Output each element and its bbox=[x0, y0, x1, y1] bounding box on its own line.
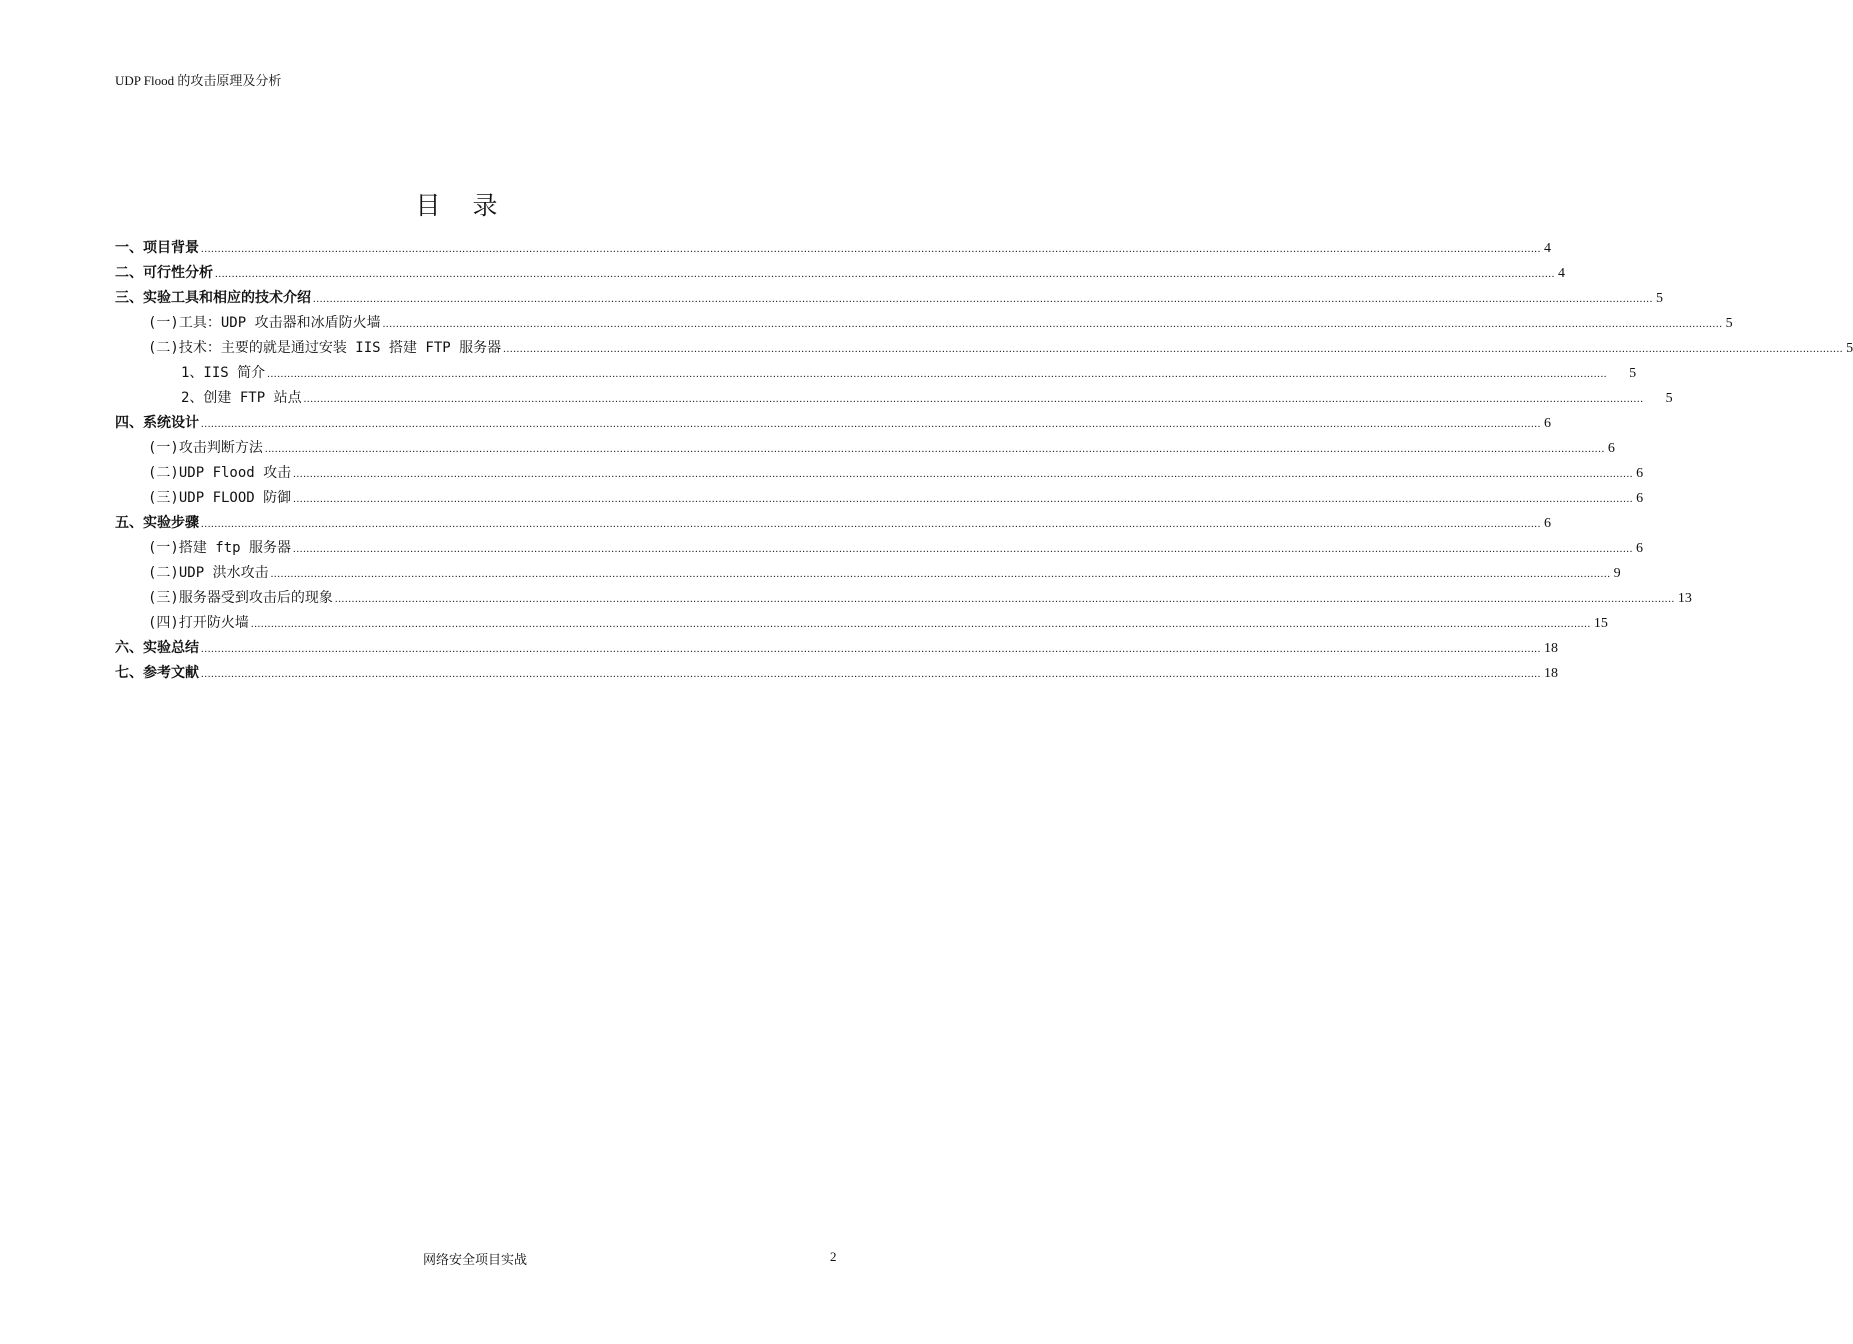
toc-entry-page: 6 bbox=[1636, 541, 1644, 556]
toc-dot-leader: ................................................................................................................................................................................................................................................................................................................................................................................................................ bbox=[201, 668, 1541, 680]
toc-dot-leader: ................................................................................................................................................................................................................................................................................................................................................................................................................ bbox=[382, 318, 1723, 330]
toc-entry[interactable] bbox=[115, 636, 1558, 660]
toc-entry-label: (四)打开防火墙 bbox=[148, 615, 249, 631]
toc-entry[interactable] bbox=[148, 461, 1644, 485]
toc-entry-page: 6 bbox=[1544, 416, 1551, 431]
toc-entry-label: (一)工具：UDP 攻击器和冰盾防火墙 bbox=[148, 315, 381, 331]
toc-entry[interactable] bbox=[148, 536, 1644, 560]
toc-dot-leader: ................................................................................................................................................................................................................................................................................................................................................................................................................ bbox=[303, 393, 1644, 405]
toc-entry[interactable] bbox=[181, 361, 1637, 385]
toc-entry-page: 9 bbox=[1613, 566, 1621, 581]
toc-entry-page: 5 bbox=[1656, 291, 1663, 306]
toc-entry[interactable] bbox=[148, 611, 1608, 635]
toc-entry-label: 七、参考文献 bbox=[115, 665, 199, 681]
toc-entry-label: (二)技术：主要的就是通过安装 IIS 搭建 FTP 服务器 bbox=[148, 340, 502, 356]
toc-entry-page: 5 bbox=[1665, 391, 1673, 406]
toc-entry-label: 三、实验工具和相应的技术介绍 bbox=[115, 290, 311, 306]
toc-entry[interactable] bbox=[115, 236, 1551, 260]
toc-entry-page: 5 bbox=[1629, 366, 1637, 381]
toc-entry[interactable] bbox=[148, 436, 1615, 460]
toc-entry-label: 六、实验总结 bbox=[115, 640, 199, 656]
toc-entry-page: 6 bbox=[1607, 441, 1615, 456]
toc-entry-label: (三)服务器受到攻击后的现象 bbox=[148, 590, 333, 606]
toc-entry-label: 一、项目背景 bbox=[115, 240, 199, 256]
toc-entry-label: (三)UDP FLOOD 防御 bbox=[148, 490, 292, 506]
toc-dot-leader: ................................................................................................................................................................................................................................................................................................................................................................................................................ bbox=[293, 543, 1634, 555]
toc-entry-label: (二)UDP Flood 攻击 bbox=[148, 465, 292, 481]
toc-entry[interactable] bbox=[115, 261, 1565, 285]
toc-entry-page: 4 bbox=[1558, 266, 1565, 281]
toc-title: 目 录 bbox=[415, 191, 510, 220]
toc-entry-label: 2、创建 FTP 站点 bbox=[181, 390, 302, 406]
toc-entry-label: 四、系统设计 bbox=[115, 415, 199, 431]
toc-entry-page: 18 bbox=[1544, 666, 1558, 681]
toc-dot-leader: ................................................................................................................................................................................................................................................................................................................................................................................................................ bbox=[250, 618, 1591, 630]
toc-dot-leader: ................................................................................................................................................................................................................................................................................................................................................................................................................ bbox=[201, 643, 1541, 655]
toc-dot-leader: ................................................................................................................................................................................................................................................................................................................................................................................................................ bbox=[334, 593, 1675, 605]
toc-dot-leader: ................................................................................................................................................................................................................................................................................................................................................................................................................ bbox=[201, 243, 1541, 255]
toc-entry[interactable] bbox=[148, 561, 1621, 585]
toc-entry[interactable] bbox=[148, 586, 1692, 610]
toc-entry-label: 1、IIS 简介 bbox=[181, 365, 266, 381]
toc-entry[interactable] bbox=[115, 286, 1663, 310]
toc-entry-page: 15 bbox=[1593, 616, 1608, 631]
toc-entry-label: (二)UDP 洪水攻击 bbox=[148, 565, 269, 581]
toc-entry[interactable] bbox=[148, 336, 1853, 360]
toc-entry[interactable] bbox=[115, 661, 1558, 685]
toc-entry[interactable] bbox=[148, 486, 1644, 510]
toc-entry-page: 5 bbox=[1846, 341, 1853, 356]
toc-dot-leader: ................................................................................................................................................................................................................................................................................................................................................................................................................ bbox=[293, 468, 1634, 480]
toc-entry-label: (一)搭建 ftp 服务器 bbox=[148, 540, 292, 556]
page-footer-title: 网络安全项目实战 bbox=[422, 1253, 527, 1268]
page-header-title: UDP Flood 的攻击原理及分析 bbox=[115, 73, 282, 88]
toc-entry-label: 五、实验步骤 bbox=[115, 515, 199, 531]
toc-dot-leader: ................................................................................................................................................................................................................................................................................................................................................................................................................ bbox=[201, 418, 1541, 430]
toc-entry-page: 6 bbox=[1544, 516, 1551, 531]
toc-dot-leader: ................................................................................................................................................................................................................................................................................................................................................................................................................ bbox=[264, 443, 1605, 455]
toc-dot-leader: ................................................................................................................................................................................................................................................................................................................................................................................................................ bbox=[313, 293, 1653, 305]
toc-dot-leader: ................................................................................................................................................................................................................................................................................................................................................................................................................ bbox=[270, 568, 1611, 580]
toc-entry[interactable] bbox=[115, 511, 1551, 535]
toc-entry-page: 5 bbox=[1725, 316, 1733, 331]
toc-dot-leader: ................................................................................................................................................................................................................................................................................................................................................................................................................ bbox=[267, 368, 1608, 380]
toc-entry-page: 13 bbox=[1677, 591, 1692, 606]
toc-entry-page: 18 bbox=[1544, 641, 1558, 656]
toc-entry-page: 6 bbox=[1636, 466, 1644, 481]
toc-dot-leader: ................................................................................................................................................................................................................................................................................................................................................................................................................ bbox=[201, 518, 1541, 530]
toc-entry-page: 4 bbox=[1544, 241, 1551, 256]
toc-dot-leader: ................................................................................................................................................................................................................................................................................................................................................................................................................ bbox=[215, 268, 1555, 280]
page-number: 2 bbox=[830, 1249, 837, 1264]
toc-entry[interactable] bbox=[181, 386, 1673, 410]
toc-entry-label: 二、可行性分析 bbox=[115, 265, 213, 281]
toc-entry-label: (一)攻击判断方法 bbox=[148, 440, 263, 456]
toc-dot-leader: ................................................................................................................................................................................................................................................................................................................................................................................................................ bbox=[293, 493, 1634, 505]
toc-entry[interactable] bbox=[148, 311, 1733, 335]
toc-entry-page: 6 bbox=[1636, 491, 1644, 506]
toc-entry[interactable] bbox=[115, 411, 1551, 435]
toc-dot-leader: ................................................................................................................................................................................................................................................................................................................................................................................................................ bbox=[503, 343, 1844, 355]
